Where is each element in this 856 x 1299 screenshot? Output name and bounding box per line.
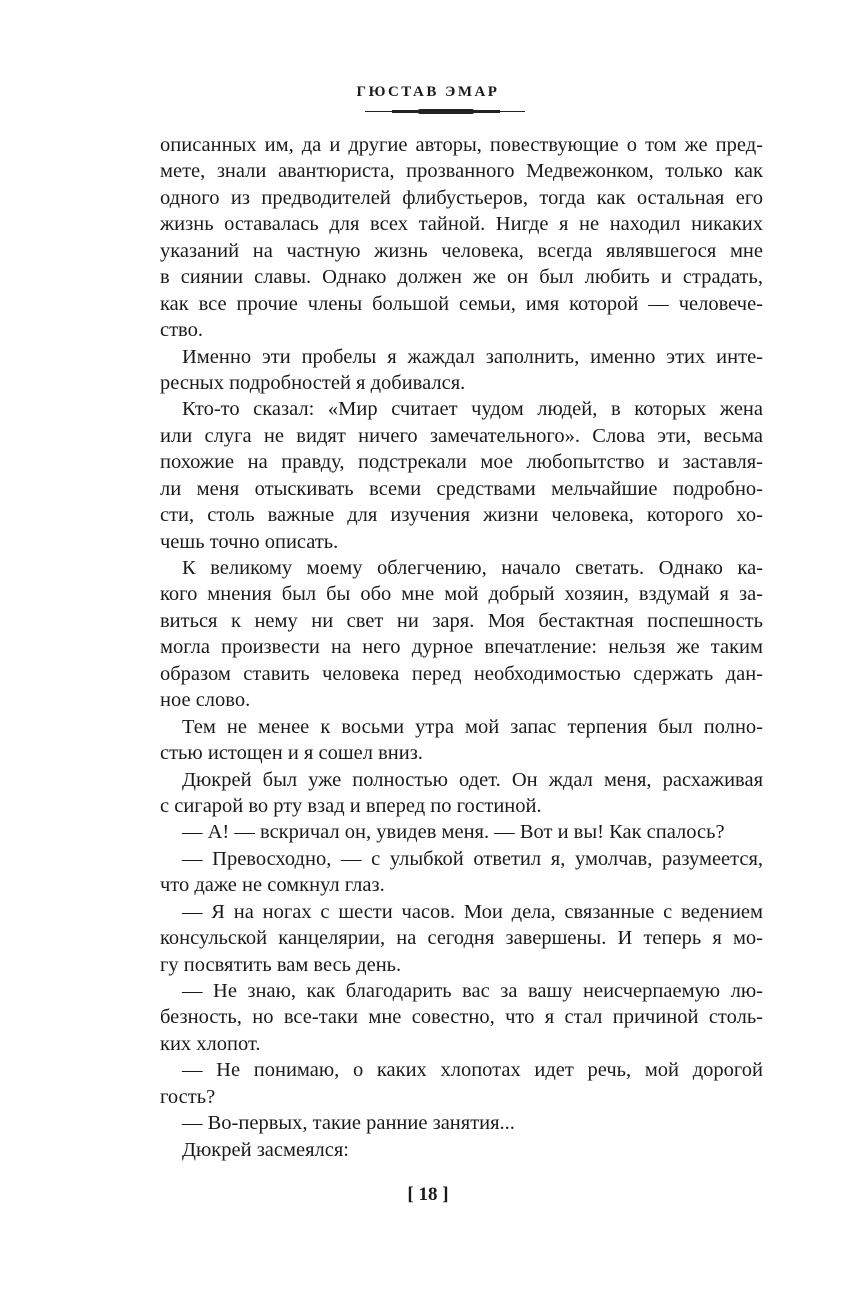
- text-line: могла произвести на него дурное впечатление: нельзя же таким: [160, 636, 763, 659]
- text-line: похожие на правду, подстрекали мое любопытство и заставля-: [160, 451, 763, 474]
- text-line: — Я на ногах с шести часов. Мои дела, связанные с ведением: [182, 900, 763, 923]
- text-line: ких хлопот.: [160, 1032, 261, 1055]
- text-line: Именно эти пробелы я жаждал заполнить, именно этих инте-: [182, 345, 763, 368]
- text-line: — А! — вскричал он, увидев меня. — Вот и вы! Как спалось?: [182, 821, 725, 844]
- text-line: консульской канцелярии, на сегодня завершены. И теперь я мо-: [160, 927, 763, 950]
- text-line: мете, знали авантюриста, прозванного Медвежонком, только как: [160, 160, 763, 183]
- text-line: образом ставить человека перед необходимостью сдержать дан-: [160, 662, 763, 685]
- text-line: в сиянии славы. Однако должен же он был любить и страдать,: [160, 266, 763, 289]
- paragraph: [160, 396, 763, 555]
- text-line: описанных им, да и другие авторы, повествующие о том же пред-: [160, 134, 763, 156]
- text-line: ли меня отыскивать всеми средствами мельчайшие подробно-: [160, 477, 763, 500]
- text-line: как все прочие члены большой семьи, имя которой — человече-: [160, 292, 763, 315]
- text-line: сти, столь важные для изучения жизни человека, которого хо-: [160, 504, 763, 527]
- text-line: стью истощен и я сошел вниз.: [160, 742, 423, 765]
- text-line: К великому моему облегчению, начало светать. Однако ка-: [182, 557, 763, 579]
- text-line: — Не знаю, как благодарить вас за вашу неисчерпаемую лю-: [182, 980, 763, 1002]
- paragraph: [160, 978, 763, 1057]
- text-line: что даже не сомкнул глаз.: [160, 874, 385, 897]
- page-number: [ 18 ]: [407, 1184, 449, 1205]
- text-line: Тем не менее к восьми утра мой запас терпения был полно-: [182, 715, 763, 738]
- text-line: чешь точно описать.: [160, 530, 339, 553]
- text-line: — Превосходно, — с улыбкой ответил я, умолчав, разумеется,: [182, 847, 763, 870]
- paragraph: [160, 1137, 763, 1163]
- text-line: ство.: [160, 319, 203, 342]
- body-text: [160, 132, 763, 1163]
- text-line: гость?: [160, 1085, 216, 1108]
- text-line: или слуга не видят ничего замечательного». Слова эти, весьма: [160, 424, 763, 447]
- paragraph: [160, 899, 763, 978]
- text-line: — Не понимаю, о каких хлопотах идет речь, мой дорогой: [182, 1059, 763, 1082]
- text-line: ресных подробностей я добивался.: [160, 371, 466, 394]
- paragraph: [160, 714, 763, 767]
- paragraph: [160, 767, 763, 820]
- text-line: кого мнения был бы обо мне мой добрый хозяин, вздумай я за-: [160, 583, 763, 606]
- text-line: ное слово.: [160, 689, 251, 712]
- text-line: Кто-то сказал: «Мир считает чудом людей, в которых жена: [182, 398, 763, 421]
- text-line: Дюкрей был уже полностью одет. Он ждал меня, расхаживая: [182, 768, 763, 791]
- text-line: указаний на частную жизнь человека, всегда являвшегося мне: [160, 239, 763, 262]
- header-divider-center: [418, 109, 474, 114]
- text-line: безность, но все-таки мне совестно, что я стал причиной столь-: [160, 1006, 763, 1029]
- paragraph: [160, 819, 763, 845]
- paragraph: [160, 1057, 763, 1110]
- paragraph: [160, 555, 763, 714]
- text-line: Дюкрей засмеялся:: [182, 1138, 349, 1161]
- paragraph: [160, 132, 763, 344]
- paragraph: [160, 846, 763, 899]
- text-line: жизнь оставалась для всех тайной. Нигде я не находил никаких: [160, 213, 763, 236]
- paragraph: [160, 344, 763, 397]
- text-line: — Во-первых, такие ранние занятия...: [182, 1112, 515, 1135]
- running-header: ГЮСТАВ ЭМАР: [356, 84, 500, 100]
- text-line: виться к нему ни свет ни заря. Моя бестактная поспешность: [160, 609, 763, 632]
- paragraph: [160, 1110, 763, 1136]
- text-line: одного из предводителей флибустьеров, тогда как остальная его: [160, 186, 763, 209]
- text-line: с сигарой во рту взад и вперед по гостиной.: [160, 794, 542, 817]
- text-line: гу посвятить вам весь день.: [160, 953, 402, 976]
